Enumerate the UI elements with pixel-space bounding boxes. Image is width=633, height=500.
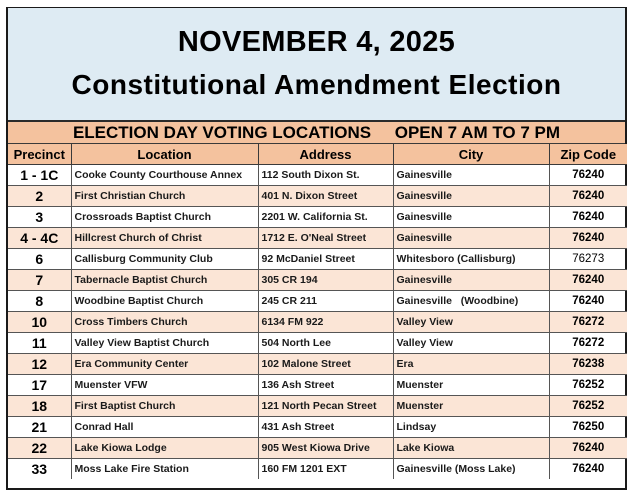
table-row [8,207,627,228]
election-name: Constitutional Amendment Election [71,69,562,100]
precinct-cell: 2 [8,186,71,207]
location-cell: Tabernacle Baptist Church [71,270,258,291]
city-cell: Lake Kiowa [393,438,549,459]
location-cell: Hillcrest Church of Christ [71,228,258,249]
address-cell: 136 Ash Street [258,375,393,396]
city-cell: Gainesville [393,270,549,291]
address-cell: 245 CR 211 [258,291,393,312]
zip-cell: 76272 [549,333,627,354]
table-row [8,459,627,480]
location-cell: Conrad Hall [71,417,258,438]
column-header-zip-code: Zip Code [549,144,627,165]
precinct-cell: 17 [8,375,71,396]
city-cell: Muenster [393,396,549,417]
zip-cell: 76252 [549,375,627,396]
zip-cell: 76240 [549,459,627,480]
zip-cell: 76272 [549,312,627,333]
election-date: NOVEMBER 4, 2025 [177,26,456,58]
city-cell: Gainesville (Moss Lake) [393,459,549,480]
column-header-city: City [393,144,549,165]
zip-cell: 76240 [549,438,627,459]
address-cell: 305 CR 194 [258,270,393,291]
zip-cell: 76240 [549,291,627,312]
location-cell: Cooke County Courthouse Annex [71,165,258,186]
precinct-cell: 11 [8,333,71,354]
precinct-cell: 7 [8,270,71,291]
voting-hours-banner: ELECTION DAY VOTING LOCATIONS OPEN 7 AM TO 7 PM [8,122,625,144]
city-cell: Valley View [393,333,549,354]
address-cell: 905 West Kiowa Drive [258,438,393,459]
table-row [8,291,627,312]
table-row [8,186,627,207]
precinct-cell: 21 [8,417,71,438]
table-header-row [8,144,627,165]
table-row [8,270,627,291]
location-cell: Moss Lake Fire Station [71,459,258,480]
address-cell: 1712 E. O'Neal Street [258,228,393,249]
zip-cell: 76273 [549,249,627,270]
location-cell: Lake Kiowa Lodge [71,438,258,459]
location-cell: Callisburg Community Club [71,249,258,270]
location-cell: Crossroads Baptist Church [71,207,258,228]
table-row [8,354,627,375]
precinct-cell: 18 [8,396,71,417]
precinct-cell: 12 [8,354,71,375]
address-cell: 504 North Lee [258,333,393,354]
city-cell: Whitesboro (Callisburg) [393,249,549,270]
precinct-cell: 3 [8,207,71,228]
location-cell: Valley View Baptist Church [71,333,258,354]
title-box [8,8,625,122]
city-cell: Muenster [393,375,549,396]
location-cell: Woodbine Baptist Church [71,291,258,312]
precinct-cell: 33 [8,459,71,480]
address-cell: 92 McDaniel Street [258,249,393,270]
precinct-cell: 22 [8,438,71,459]
precinct-cell: 10 [8,312,71,333]
column-header-precinct: Precinct [8,144,71,165]
city-cell: Valley View [393,312,549,333]
city-cell: Gainesville (Woodbine) [393,291,549,312]
table-row [8,375,627,396]
location-cell: First Baptist Church [71,396,258,417]
zip-cell: 76250 [549,417,627,438]
city-cell: Gainesville [393,228,549,249]
precinct-cell: 8 [8,291,71,312]
precinct-cell: 1 - 1C [8,165,71,186]
city-cell: Gainesville [393,165,549,186]
precinct-cell: 4 - 4C [8,228,71,249]
column-header-location: Location [71,144,258,165]
table-row [8,438,627,459]
city-cell: Era [393,354,549,375]
city-cell: Gainesville [393,186,549,207]
address-cell: 160 FM 1201 EXT [258,459,393,480]
voting-locations-table [8,144,627,479]
address-cell: 112 South Dixon St. [258,165,393,186]
address-cell: 102 Malone Street [258,354,393,375]
address-cell: 6134 FM 922 [258,312,393,333]
city-cell: Gainesville [393,207,549,228]
zip-cell: 76238 [549,354,627,375]
zip-cell: 76240 [549,270,627,291]
table-row [8,249,627,270]
location-cell: First Christian Church [71,186,258,207]
zip-cell: 76240 [549,207,627,228]
table-row [8,396,627,417]
address-cell: 431 Ash Street [258,417,393,438]
zip-cell: 76240 [549,165,627,186]
precinct-cell: 6 [8,249,71,270]
address-cell: 121 North Pecan Street [258,396,393,417]
location-cell: Cross Timbers Church [71,312,258,333]
table-row [8,228,627,249]
voting-locations-sheet [6,7,627,490]
zip-cell: 76240 [549,228,627,249]
table-row [8,333,627,354]
table-row [8,312,627,333]
zip-cell: 76240 [549,186,627,207]
table-row [8,165,627,186]
location-cell: Era Community Center [71,354,258,375]
address-cell: 401 N. Dixon Street [258,186,393,207]
city-cell: Lindsay [393,417,549,438]
location-cell: Muenster VFW [71,375,258,396]
column-header-address: Address [258,144,393,165]
zip-cell: 76252 [549,396,627,417]
table-row [8,417,627,438]
address-cell: 2201 W. California St. [258,207,393,228]
